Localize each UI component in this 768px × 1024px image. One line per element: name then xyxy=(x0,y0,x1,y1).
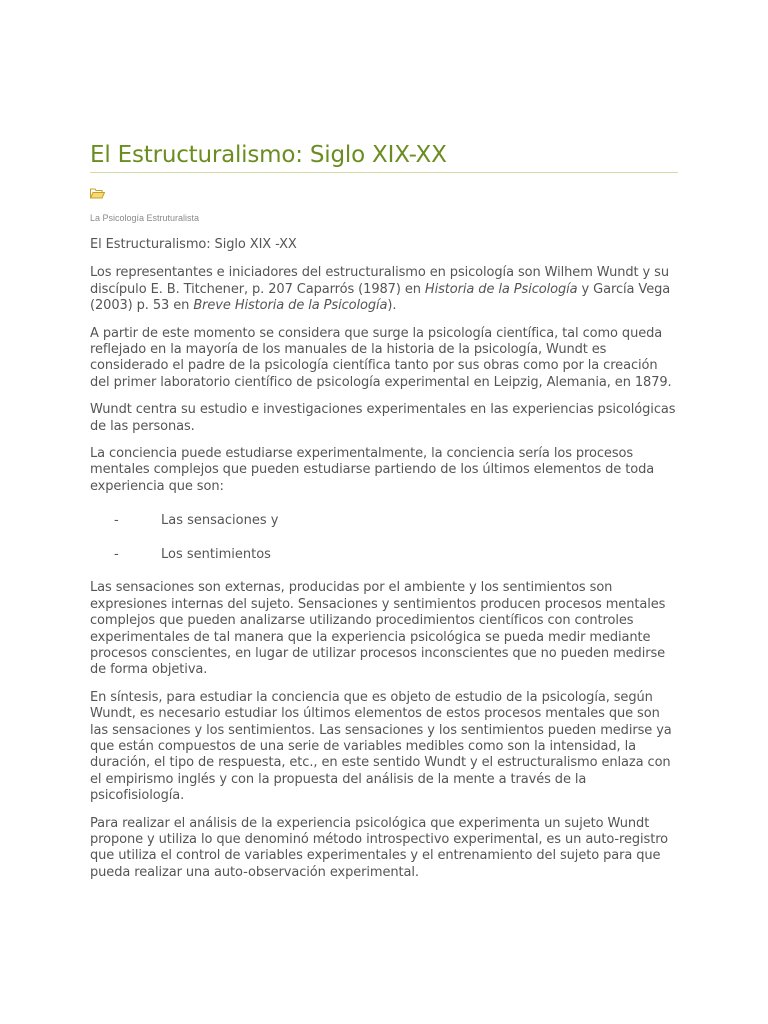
paragraph-sintesis: En síntesis, para estudiar la conciencia que es objeto de estudio de la psicología, según Wundt, es necesario estudiar los últimos elementos de estos procesos mentales que son las sensaciones y los sentimientos. Las sensaciones y los sentimientos pueden medirse ya que están compuestos de una serie de variables medibles como son la intensidad, la duración, el tipo de respuesta, etc., en este sentido Wundt y el estructuralismo enlaza con el empirismo inglés y con la propuesta del análisis de la mente a través de la psicofisiología. xyxy=(90,689,672,804)
list-item-text: Los sentimientos xyxy=(161,547,271,563)
paragraph-representantes xyxy=(90,265,678,314)
paragraph-text: ). xyxy=(387,298,397,314)
paragraph-text: y García Vega (2003) p. 53 en xyxy=(90,281,671,314)
folder-open-icon[interactable] xyxy=(90,184,105,196)
list-dash: - xyxy=(114,513,119,529)
list-item xyxy=(90,547,678,563)
category-label[interactable]: La Psicología Estruturalista xyxy=(90,213,200,223)
title-divider xyxy=(90,172,678,173)
article-body xyxy=(90,237,678,881)
article xyxy=(90,138,678,892)
elements-list xyxy=(90,513,678,563)
paragraph-sensaciones: Las sensaciones son externas, producidas por el ambiente y los sentimientos son expresiones internas del sujeto. Sensaciones y sentimientos producen procesos mentales complejos que pueden analizarse utilizando procedimientos científicos con controles experimentales de tal manera que la experiencia psicológica se pueda medir mediante procesos conscientes, en lugar de utilizar procesos inconscientes que no pueden medirse de forma objetiva. xyxy=(90,580,666,678)
paragraph-wundt-estudio: Wundt centra su estudio e investigaciones experimentales en las experiencias psicológicas de las personas. xyxy=(90,402,676,434)
list-dash: - xyxy=(114,547,119,563)
list-item xyxy=(90,513,678,529)
book-title: Historia de la Psicología xyxy=(424,281,578,297)
paragraph-psicologia-cientifica: A partir de este momento se considera que surge la psicología científica, tal como queda reflejado en la mayoría de los manuales de la historia de la psicología, Wundt es considerado el padre de la psicología científica tanto por sus obras como por la creación del primer laboratorio científico de psicología experimental en Leipzig, Alemania, en 1879. xyxy=(90,325,672,390)
paragraph-conciencia: La conciencia puede estudiarse experimentalmente, la conciencia sería los procesos mentales complejos que pueden estudiarse partiendo de los últimos elementos de toda experiencia que son: xyxy=(90,446,655,494)
paragraph-text: Los representantes e iniciadores del estructuralismo en psicología son Wilhem Wundt y su discípulo E. B. Titchener, p. 207 Caparrós (1987) en xyxy=(90,265,669,297)
book-title: Breve Historia de la Psicología xyxy=(193,298,388,314)
paragraph-metodo-introspectivo: Para realizar el análisis de la experiencia psicológica que experimenta un sujeto Wundt propone y utiliza lo que denominó método introspectivo experimental, es un auto-registro que utiliza el control de variables experimentales y el entrenamiento del sujeto para que pueda realizar una auto-observación experimental. xyxy=(90,815,669,880)
page-title: El Estructuralismo: Siglo XIX-XX xyxy=(90,142,447,168)
subtitle-paragraph: El Estructuralismo: Siglo XIX -XX xyxy=(90,237,297,252)
category-icon-row xyxy=(90,184,678,200)
list-item-text: Las sensaciones y xyxy=(161,513,279,529)
